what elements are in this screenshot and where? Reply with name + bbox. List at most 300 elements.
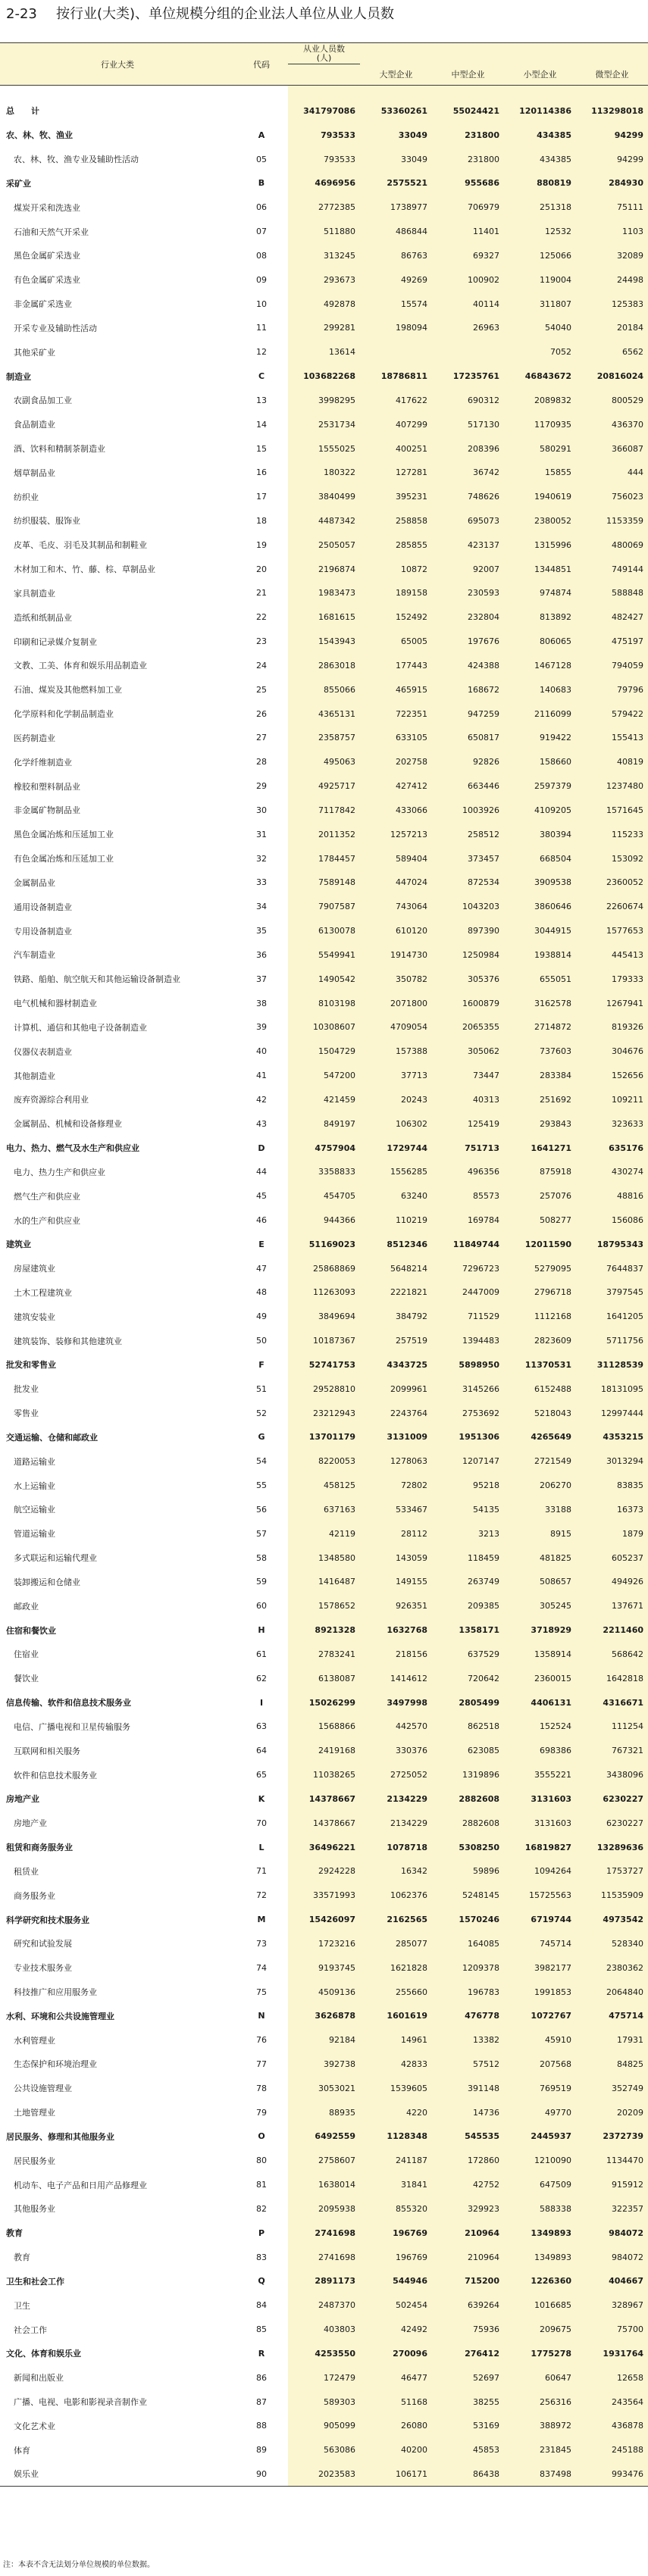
value-total: 15026299 (288, 1690, 360, 1715)
industry-code: 87 (235, 2390, 288, 2414)
industry-name: 科学研究和技术服务业 (0, 1908, 235, 1932)
value-total: 1681615 (288, 605, 360, 630)
value-medium: 196783 (432, 1980, 504, 2004)
table-row (0, 2390, 648, 2414)
value-total: 2011352 (288, 822, 360, 846)
value-medium: 663446 (432, 774, 504, 799)
value-large: 46477 (360, 2365, 432, 2390)
industry-code: 10 (235, 292, 288, 316)
industry-name: 有色金属冶炼和压延加工业 (0, 846, 235, 871)
industry-name: 酒、饮料和精制茶制造业 (0, 436, 235, 461)
table-row (0, 943, 648, 967)
value-medium: 38255 (432, 2390, 504, 2414)
value-small: 11370531 (504, 1353, 576, 1377)
value-small: 2089832 (504, 388, 576, 412)
value-large: 447024 (360, 871, 432, 895)
value-large: 2162565 (360, 1908, 432, 1932)
table-row (0, 2318, 648, 2342)
value-total: 7589148 (288, 871, 360, 895)
value-small: 380394 (504, 822, 576, 846)
value-medium: 13382 (432, 2028, 504, 2052)
header-micro: 微型企业 (576, 64, 648, 86)
value-large: 4220 (360, 2100, 432, 2124)
value-small: 293843 (504, 1111, 576, 1136)
industry-code: 40 (235, 1039, 288, 1064)
value-micro: 137671 (576, 1594, 648, 1618)
value-medium: 711529 (432, 1305, 504, 1329)
industry-code: 70 (235, 1811, 288, 1835)
value-small: 3162578 (504, 991, 576, 1015)
value-small: 2116099 (504, 702, 576, 726)
value-medium: 57512 (432, 2052, 504, 2077)
value-large: 433066 (360, 799, 432, 823)
value-total: 1348580 (288, 1546, 360, 1570)
value-micro: 4316671 (576, 1690, 648, 1715)
table-row (0, 750, 648, 774)
value-large: 1257213 (360, 822, 432, 846)
value-total: 3849694 (288, 1305, 360, 1329)
value-medium: 706979 (432, 195, 504, 220)
value-medium: 40114 (432, 292, 504, 316)
value-medium: 1250984 (432, 943, 504, 967)
value-large: 330376 (360, 1739, 432, 1763)
value-total: 6138087 (288, 1666, 360, 1690)
industry-name: 教育 (0, 2221, 235, 2245)
value-total: 793533 (288, 123, 360, 147)
value-small: 1991853 (504, 1980, 576, 2004)
industry-name: 黑色金属矿采选业 (0, 243, 235, 267)
value-micro: 40819 (576, 750, 648, 774)
value-total: 2419168 (288, 1739, 360, 1763)
value-medium: 1951306 (432, 1425, 504, 1449)
industry-code: 14 (235, 412, 288, 436)
industry-name: 铁路、船舶、航空航天和其他运输设备制造业 (0, 967, 235, 991)
value-large: 1914730 (360, 943, 432, 967)
value-large: 1621828 (360, 1955, 432, 1980)
industry-code: 81 (235, 2173, 288, 2197)
table-row (0, 1329, 648, 1353)
value-total: 1568866 (288, 1715, 360, 1739)
industry-name: 科技推广和应用服务业 (0, 1980, 235, 2004)
value-micro: 352749 (576, 2076, 648, 2100)
value-micro: 48816 (576, 1184, 648, 1208)
industry-code: 57 (235, 1521, 288, 1546)
value-total: 9193745 (288, 1955, 360, 1980)
value-total: 458125 (288, 1474, 360, 1498)
value-small: 588338 (504, 2197, 576, 2221)
industry-name: 住宿和餐饮业 (0, 1618, 235, 1643)
industry-name: 商务服务业 (0, 1884, 235, 1908)
value-large: 417622 (360, 388, 432, 412)
industry-name: 机动车、电子产品和日用产品修理业 (0, 2173, 235, 2197)
value-medium: 17235761 (432, 364, 504, 389)
header-total-line1: 从业人员数 (303, 43, 345, 54)
value-large: 1062376 (360, 1884, 432, 1908)
value-large: 189158 (360, 581, 432, 605)
value-large: 26080 (360, 2414, 432, 2438)
value-total: 8921328 (288, 1618, 360, 1643)
value-medium: 276412 (432, 2342, 504, 2366)
industry-name: 其他服务业 (0, 2197, 235, 2221)
table-row (0, 533, 648, 557)
value-total: 92184 (288, 2028, 360, 2052)
value-large: 241187 (360, 2149, 432, 2173)
value-large: 28112 (360, 1521, 432, 1546)
value-large: 1414612 (360, 1666, 432, 1690)
value-medium: 1003926 (432, 799, 504, 823)
value-total: 3998295 (288, 388, 360, 412)
industry-code: 88 (235, 2414, 288, 2438)
industry-code: 64 (235, 1739, 288, 1763)
industry-code: H (235, 1618, 288, 1643)
table-row (0, 1570, 648, 1594)
value-medium: 168672 (432, 677, 504, 702)
value-total: 1578652 (288, 1594, 360, 1618)
table-body (0, 86, 648, 2487)
table-row (0, 1594, 648, 1618)
value-small: 1940619 (504, 485, 576, 509)
value-total: 2863018 (288, 654, 360, 678)
value-micro: 756023 (576, 485, 648, 509)
value-medium: 690312 (432, 388, 504, 412)
value-small: 1467128 (504, 654, 576, 678)
value-total: 1784457 (288, 846, 360, 871)
value-small: 2360015 (504, 1666, 576, 1690)
value-micro: 984072 (576, 2221, 648, 2245)
table-row (0, 1256, 648, 1280)
industry-code: 31 (235, 822, 288, 846)
value-large: 633105 (360, 726, 432, 750)
value-micro: 436370 (576, 412, 648, 436)
industry-name: 农副食品加工业 (0, 388, 235, 412)
value-small: 1170935 (504, 412, 576, 436)
table-row-category (0, 1618, 648, 1643)
table-row (0, 2293, 648, 2318)
industry-code: 19 (235, 533, 288, 557)
industry-name: 管道运输业 (0, 1521, 235, 1546)
value-large: 589404 (360, 846, 432, 871)
table-row (0, 316, 648, 340)
value-medium: 2753692 (432, 1401, 504, 1425)
value-micro: 94299 (576, 147, 648, 171)
value-small: 207568 (504, 2052, 576, 2077)
value-large: 1539605 (360, 2076, 432, 2100)
industry-name: 体育 (0, 2438, 235, 2462)
industry-code: 12 (235, 340, 288, 364)
value-total: 2023583 (288, 2462, 360, 2487)
value-medium: 59896 (432, 1859, 504, 1884)
value-micro: 11535909 (576, 1884, 648, 1908)
industry-name: 其他制造业 (0, 1064, 235, 1088)
table-row (0, 1111, 648, 1136)
table-row (0, 243, 648, 267)
value-small: 2445937 (504, 2124, 576, 2149)
industry-code: 11 (235, 316, 288, 340)
value-small: 305245 (504, 1594, 576, 1618)
value-small: 434385 (504, 123, 576, 147)
value-small: 152524 (504, 1715, 576, 1739)
value-large: 63240 (360, 1184, 432, 1208)
value-small: 5279095 (504, 1256, 576, 1280)
value-micro: 1237480 (576, 774, 648, 799)
industry-code: P (235, 2221, 288, 2245)
value-large: 407299 (360, 412, 432, 436)
value-micro: 749144 (576, 557, 648, 581)
industry-name: 电气机械和器材制造业 (0, 991, 235, 1015)
industry-name: 燃气生产和供应业 (0, 1184, 235, 1208)
value-large: 14961 (360, 2028, 432, 2052)
value-small: 3131603 (504, 1811, 576, 1835)
industry-code: G (235, 1425, 288, 1449)
table-row-category (0, 171, 648, 195)
industry-code: I (235, 1690, 288, 1715)
industry-name: 电力、热力、燃气及水生产和供应业 (0, 1136, 235, 1160)
value-medium: 5248145 (432, 1884, 504, 1908)
value-large: 1128348 (360, 2124, 432, 2149)
table-row (0, 1498, 648, 1522)
table-row (0, 1377, 648, 1401)
value-micro: 75111 (576, 195, 648, 220)
value-total: 103682268 (288, 364, 360, 389)
value-large: 1632768 (360, 1618, 432, 1643)
industry-code: 55 (235, 1474, 288, 1498)
industry-code: 32 (235, 846, 288, 871)
industry-code: 28 (235, 750, 288, 774)
value-medium: 1207147 (432, 1449, 504, 1474)
value-total: 14378667 (288, 1811, 360, 1835)
table-row (0, 1160, 648, 1184)
industry-name: 批发业 (0, 1377, 235, 1401)
industry-name: 水的生产和供应业 (0, 1208, 235, 1233)
value-medium: 1570246 (432, 1908, 504, 1932)
value-total: 2487370 (288, 2293, 360, 2318)
industry-code: 62 (235, 1666, 288, 1690)
value-total: 33571993 (288, 1884, 360, 1908)
value-total: 11038265 (288, 1763, 360, 1787)
value-total: 1983473 (288, 581, 360, 605)
value-large: 2134229 (360, 1787, 432, 1811)
table-row (0, 774, 648, 799)
table-row (0, 967, 648, 991)
industry-name: 烟草制品业 (0, 461, 235, 485)
table-row (0, 1087, 648, 1111)
value-medium: 197676 (432, 630, 504, 654)
table-row-category (0, 1232, 648, 1256)
table-row (0, 1305, 648, 1329)
value-total: 855066 (288, 677, 360, 702)
value-total: 25868869 (288, 1256, 360, 1280)
value-micro: 24498 (576, 267, 648, 292)
value-small: 7052 (504, 340, 576, 364)
value-small: 231845 (504, 2438, 576, 2462)
value-medium: 100902 (432, 267, 504, 292)
value-large: 395231 (360, 485, 432, 509)
value-micro: 444 (576, 461, 648, 485)
value-large: 533467 (360, 1498, 432, 1522)
industry-code: 34 (235, 895, 288, 919)
value-large: 2575521 (360, 171, 432, 195)
value-total: 454705 (288, 1184, 360, 1208)
value-large: 2071800 (360, 991, 432, 1015)
industry-name: 信息传输、软件和信息技术服务业 (0, 1690, 235, 1715)
value-micro: 1103 (576, 220, 648, 244)
value-micro: 155413 (576, 726, 648, 750)
page-title (6, 3, 643, 26)
value-medium: 263749 (432, 1570, 504, 1594)
value-micro: 153092 (576, 846, 648, 871)
value-micro: 109211 (576, 1087, 648, 1111)
value-medium: 73447 (432, 1064, 504, 1088)
value-small: 3718929 (504, 1618, 576, 1643)
industry-name: 文化、体育和娱乐业 (0, 2342, 235, 2366)
value-large: 196769 (360, 2221, 432, 2245)
value-large: 486844 (360, 220, 432, 244)
value-total: 1555025 (288, 436, 360, 461)
value-small: 4406131 (504, 1690, 576, 1715)
value-small: 698386 (504, 1739, 576, 1763)
value-large: 16342 (360, 1859, 432, 1884)
header-code: 代码 (235, 43, 288, 86)
value-small: 508277 (504, 1208, 576, 1233)
industry-name: 纺织服装、服饰业 (0, 509, 235, 533)
industry-name: 印刷和记录媒介复制业 (0, 630, 235, 654)
industry-code: 75 (235, 1980, 288, 2004)
value-small: 919422 (504, 726, 576, 750)
industry-code: 08 (235, 243, 288, 267)
value-large: 743064 (360, 895, 432, 919)
value-medium: 715200 (432, 2269, 504, 2293)
value-small: 737603 (504, 1039, 576, 1064)
value-micro: 475197 (576, 630, 648, 654)
value-micro: 243564 (576, 2390, 648, 2414)
industry-name: 土木工程建筑业 (0, 1280, 235, 1305)
table-row (0, 1955, 648, 1980)
value-micro: 1153359 (576, 509, 648, 533)
value-micro: 6230227 (576, 1787, 648, 1811)
table-row (0, 1449, 648, 1474)
value-total: 2783241 (288, 1643, 360, 1667)
value-total: 13701179 (288, 1425, 360, 1449)
value-large: 3497998 (360, 1690, 432, 1715)
value-micro: 328967 (576, 2293, 648, 2318)
value-large: 3131009 (360, 1425, 432, 1449)
value-small: 119004 (504, 267, 576, 292)
industry-code: 85 (235, 2318, 288, 2342)
value-total: 88935 (288, 2100, 360, 2124)
value-micro: 915912 (576, 2173, 648, 2197)
industry-name: 建筑业 (0, 1232, 235, 1256)
value-medium: 751713 (432, 1136, 504, 1160)
header-large: 大型企业 (360, 64, 432, 86)
value-micro: 179333 (576, 967, 648, 991)
value-total: 15426097 (288, 1908, 360, 1932)
value-micro: 1642818 (576, 1666, 648, 1690)
value-small: 2597379 (504, 774, 576, 799)
industry-code: 86 (235, 2365, 288, 2390)
value-micro: 605237 (576, 1546, 648, 1570)
industry-name: 零售业 (0, 1401, 235, 1425)
value-small: 1344851 (504, 557, 576, 581)
table-row (0, 147, 648, 171)
value-large: 2221821 (360, 1280, 432, 1305)
value-micro: 125383 (576, 292, 648, 316)
table-row (0, 630, 648, 654)
value-small: 1072767 (504, 2004, 576, 2028)
value-large: 855320 (360, 2197, 432, 2221)
industry-name: 金属制品、机械和设备修理业 (0, 1111, 235, 1136)
value-large: 110219 (360, 1208, 432, 1233)
value-medium: 209385 (432, 1594, 504, 1618)
header-spacer (576, 43, 648, 64)
value-medium: 172860 (432, 2149, 504, 2173)
industry-code: 76 (235, 2028, 288, 2052)
value-total: 4757904 (288, 1136, 360, 1160)
value-small: 1226360 (504, 2269, 576, 2293)
industry-code: 72 (235, 1884, 288, 1908)
table-row (0, 2076, 648, 2100)
value-medium: 5308250 (432, 1835, 504, 1859)
value-large: 1278063 (360, 1449, 432, 1474)
value-small: 6719744 (504, 1908, 576, 1932)
value-total: 36496221 (288, 1835, 360, 1859)
value-medium: 872534 (432, 871, 504, 895)
value-large: 10872 (360, 557, 432, 581)
value-total: 4365131 (288, 702, 360, 726)
value-small: 3909538 (504, 871, 576, 895)
value-micro: 7644837 (576, 1256, 648, 1280)
value-total: 2741698 (288, 2245, 360, 2269)
value-total: 511880 (288, 220, 360, 244)
table-row-category (0, 1835, 648, 1859)
value-medium: 92826 (432, 750, 504, 774)
value-total: 172479 (288, 2365, 360, 2390)
value-total: 1504729 (288, 1039, 360, 1064)
value-total: 793533 (288, 147, 360, 171)
value-large: 2099961 (360, 1377, 432, 1401)
value-large (360, 340, 432, 364)
value-micro: 767321 (576, 1739, 648, 1763)
value-micro: 1571645 (576, 799, 648, 823)
value-micro: 12658 (576, 2365, 648, 2390)
industry-code: 58 (235, 1546, 288, 1570)
value-small: 1112168 (504, 1305, 576, 1329)
value-medium: 947259 (432, 702, 504, 726)
value-micro: 2380362 (576, 1955, 648, 1980)
value-micro: 6230227 (576, 1811, 648, 1835)
industry-name: 医药制造业 (0, 726, 235, 750)
industry-name: 土地管理业 (0, 2100, 235, 2124)
value-medium: 169784 (432, 1208, 504, 1233)
table-row (0, 1208, 648, 1233)
table-row (0, 340, 648, 364)
value-medium: 748626 (432, 485, 504, 509)
industry-name: 水上运输业 (0, 1474, 235, 1498)
value-total: 492878 (288, 292, 360, 316)
value-total: 180322 (288, 461, 360, 485)
table-row (0, 895, 648, 919)
value-total: 637163 (288, 1498, 360, 1522)
value-large: 218156 (360, 1643, 432, 1667)
value-medium: 329923 (432, 2197, 504, 2221)
table-row (0, 1715, 648, 1739)
value-large: 18786811 (360, 364, 432, 389)
table-row (0, 581, 648, 605)
value-micro: 1577653 (576, 919, 648, 943)
table-row (0, 292, 648, 316)
value-medium: 373457 (432, 846, 504, 871)
value-micro: 800529 (576, 388, 648, 412)
value-large: 5648214 (360, 1256, 432, 1280)
